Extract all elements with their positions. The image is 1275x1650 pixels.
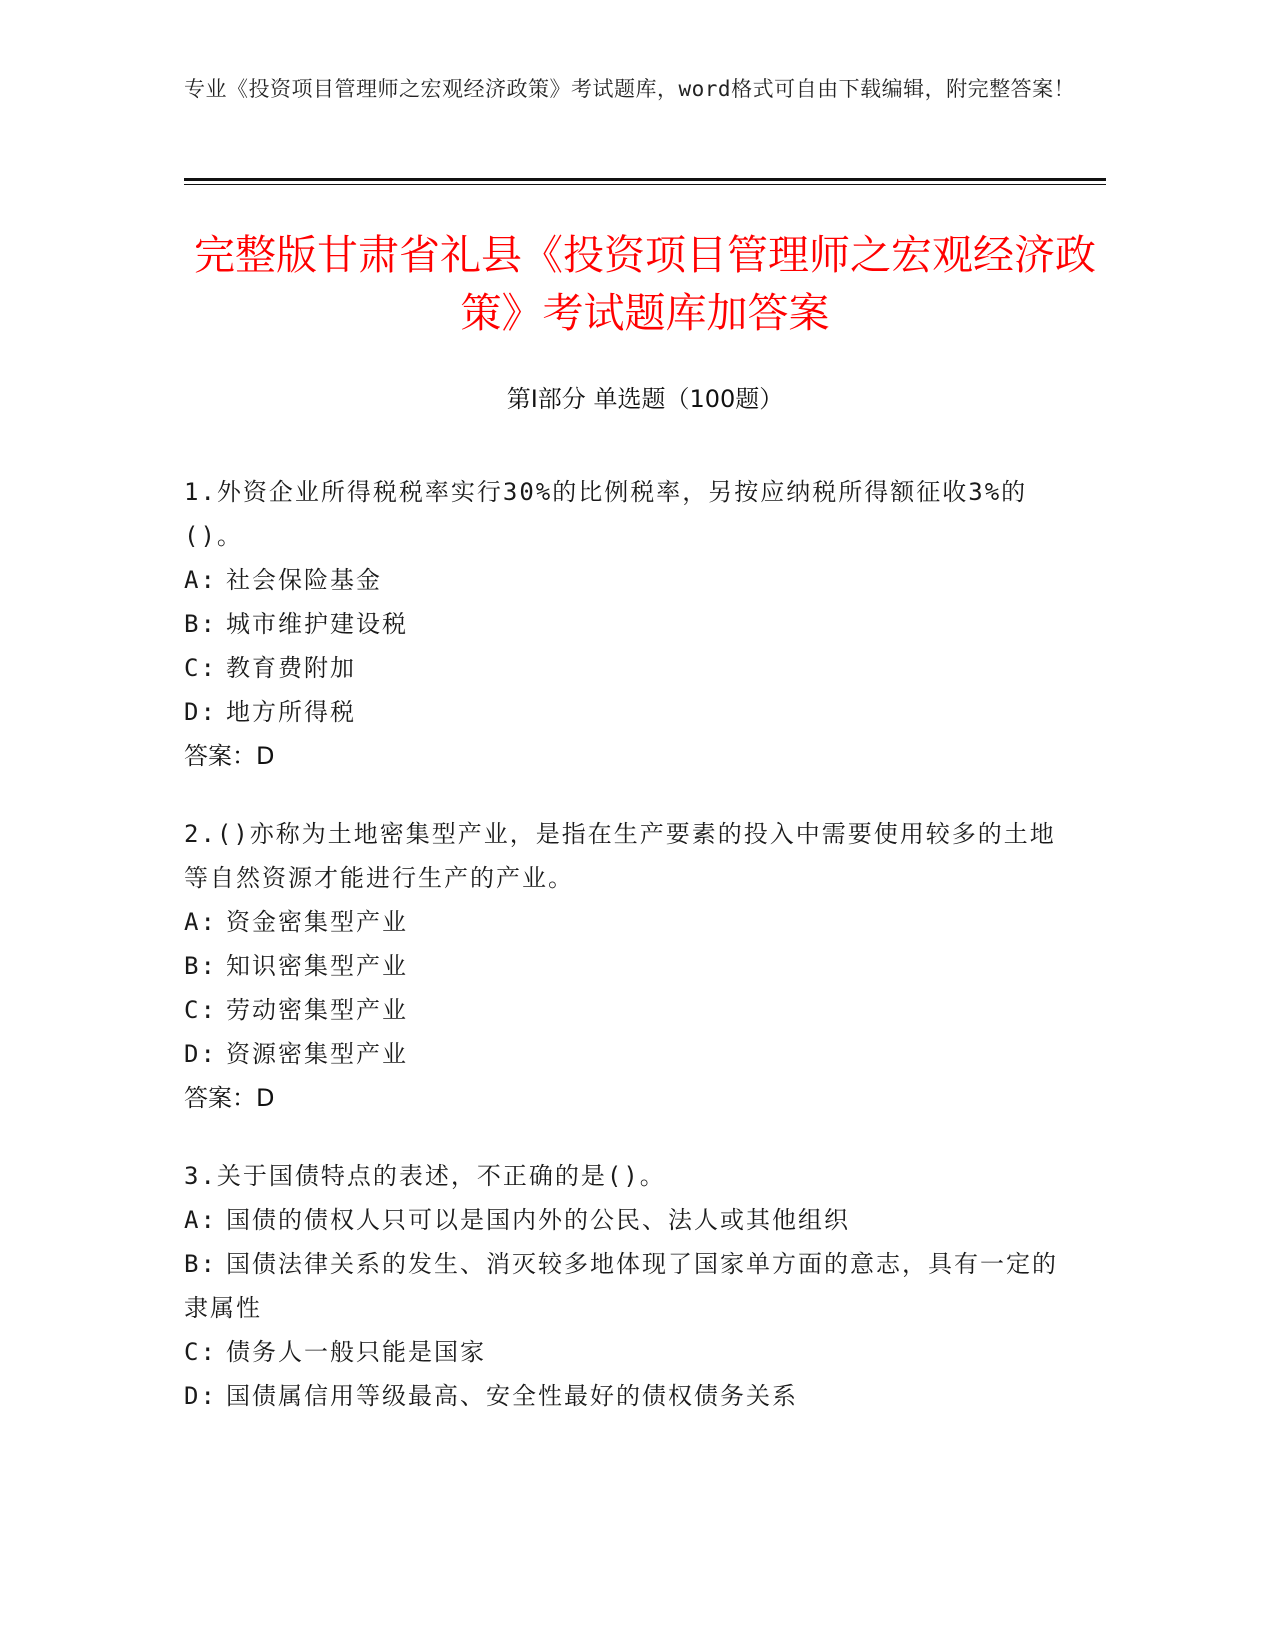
option-text: 知识密集型产业 bbox=[226, 952, 408, 980]
option-key: B: bbox=[184, 952, 217, 980]
option-text: 资源密集型产业 bbox=[226, 1040, 408, 1068]
option-key: D: bbox=[184, 1382, 217, 1410]
question-stem: 3.关于国债特点的表述，不正确的是()。 bbox=[184, 1162, 666, 1190]
option-key: B: bbox=[184, 1250, 217, 1278]
option-text: 劳动密集型产业 bbox=[226, 996, 408, 1024]
option-text: 国债法律关系的发生、消灭较多地体现了国家单方面的意志，具有一定的隶属性 bbox=[184, 1250, 1058, 1322]
option-key: C: bbox=[184, 1338, 217, 1366]
option-text: 教育费附加 bbox=[226, 654, 356, 682]
option-d bbox=[184, 1032, 1064, 1076]
option-text: 国债属信用等级最高、安全性最好的债权债务关系 bbox=[226, 1382, 798, 1410]
document-title: 完整版甘肃省礼县《投资项目管理师之宏观经济政策》考试题库加答案 bbox=[194, 231, 1096, 337]
option-d bbox=[184, 1374, 1064, 1418]
question-2 bbox=[184, 812, 1064, 1120]
option-text: 资金密集型产业 bbox=[226, 908, 408, 936]
header-divider-thin bbox=[184, 184, 1106, 185]
option-key: B: bbox=[184, 610, 217, 638]
option-key: A: bbox=[184, 566, 217, 594]
answer-line: 答案：D bbox=[184, 1084, 275, 1112]
header-note: 专业《投资项目管理师之宏观经济政策》考试题库，word格式可自由下载编辑，附完整答案！ bbox=[184, 77, 1076, 101]
option-text: 城市维护建设税 bbox=[226, 610, 408, 638]
question-1 bbox=[184, 470, 1064, 778]
option-c bbox=[184, 988, 1064, 1032]
question-stem: 1.外资企业所得税税率实行30%的比例税率，另按应纳税所得额征收3%的()。 bbox=[184, 478, 1028, 550]
option-key: D: bbox=[184, 698, 217, 726]
section-title: 第Ⅰ部分 单选题（100题） bbox=[506, 385, 784, 413]
option-key: D: bbox=[184, 1040, 217, 1068]
option-text: 债务人一般只能是国家 bbox=[226, 1338, 486, 1366]
option-a bbox=[184, 1198, 1064, 1242]
option-c bbox=[184, 646, 1064, 690]
option-a bbox=[184, 900, 1064, 944]
option-text: 地方所得税 bbox=[226, 698, 356, 726]
option-b bbox=[184, 944, 1064, 988]
option-key: C: bbox=[184, 996, 217, 1024]
option-key: A: bbox=[184, 1206, 217, 1234]
option-b bbox=[184, 602, 1064, 646]
option-c bbox=[184, 1330, 1064, 1374]
option-text: 社会保险基金 bbox=[226, 566, 382, 594]
answer-line: 答案：D bbox=[184, 742, 275, 770]
option-b bbox=[184, 1242, 1064, 1330]
option-key: C: bbox=[184, 654, 217, 682]
option-a bbox=[184, 558, 1064, 602]
question-stem: 2.()亦称为土地密集型产业，是指在生产要素的投入中需要使用较多的土地等自然资源才能进行生产的产业。 bbox=[184, 820, 1056, 892]
question-3 bbox=[184, 1154, 1064, 1418]
header-divider-thick bbox=[184, 178, 1106, 181]
option-d bbox=[184, 690, 1064, 734]
option-text: 国债的债权人只可以是国内外的公民、法人或其他组织 bbox=[226, 1206, 850, 1234]
question-list bbox=[184, 470, 1064, 1452]
option-key: A: bbox=[184, 908, 217, 936]
